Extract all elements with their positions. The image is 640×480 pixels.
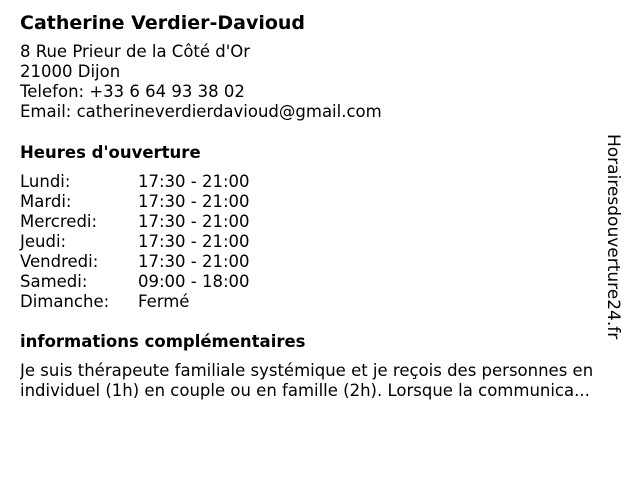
- address-city: 21000 Dijon: [20, 62, 121, 81]
- hours-row-tuesday: [20, 192, 626, 212]
- hours-row-wednesday: [20, 212, 626, 232]
- info-heading: informations complémentaires: [20, 332, 306, 351]
- time-value: 17:30 - 21:00: [138, 192, 250, 211]
- email-address: Email: catherineverdierdavioud@gmail.com: [20, 102, 382, 121]
- hours-row-monday: [20, 172, 626, 192]
- day-label: Jeudi:: [20, 232, 67, 251]
- time-value: 17:30 - 21:00: [138, 252, 250, 271]
- hours-row-friday: [20, 252, 626, 272]
- time-value: 17:30 - 21:00: [138, 212, 250, 231]
- day-label: Mardi:: [20, 192, 72, 211]
- day-label: Lundi:: [20, 172, 71, 191]
- time-value: 17:30 - 21:00: [138, 232, 250, 251]
- day-label: Samedi:: [20, 272, 88, 291]
- site-watermark: Horairesdouverture24.fr: [603, 134, 623, 340]
- address-street: 8 Rue Prieur de la Côté d'Or: [20, 42, 251, 61]
- contact-block: [20, 42, 626, 122]
- day-label: Mercredi:: [20, 212, 98, 231]
- info-description: Je suis thérapeute familiale systémique et je reçois des personnes en individuel (1h) en couple ou en famille (2h). Lorsque la communica...: [20, 361, 594, 400]
- business-card: [20, 10, 626, 401]
- time-value: 09:00 - 18:00: [138, 272, 250, 291]
- day-label: Vendredi:: [20, 252, 99, 271]
- opening-hours-table: [20, 172, 626, 312]
- time-value: Fermé: [138, 292, 190, 311]
- time-value: 17:30 - 21:00: [138, 172, 250, 191]
- hours-heading: Heures d'ouverture: [20, 143, 201, 162]
- business-name: Catherine Verdier-Davioud: [20, 12, 306, 34]
- hours-row-saturday: [20, 272, 626, 292]
- hours-row-thursday: [20, 232, 626, 252]
- hours-row-sunday: [20, 292, 626, 312]
- day-label: Dimanche:: [20, 292, 110, 311]
- phone-number: Telefon: +33 6 64 93 38 02: [20, 82, 245, 101]
